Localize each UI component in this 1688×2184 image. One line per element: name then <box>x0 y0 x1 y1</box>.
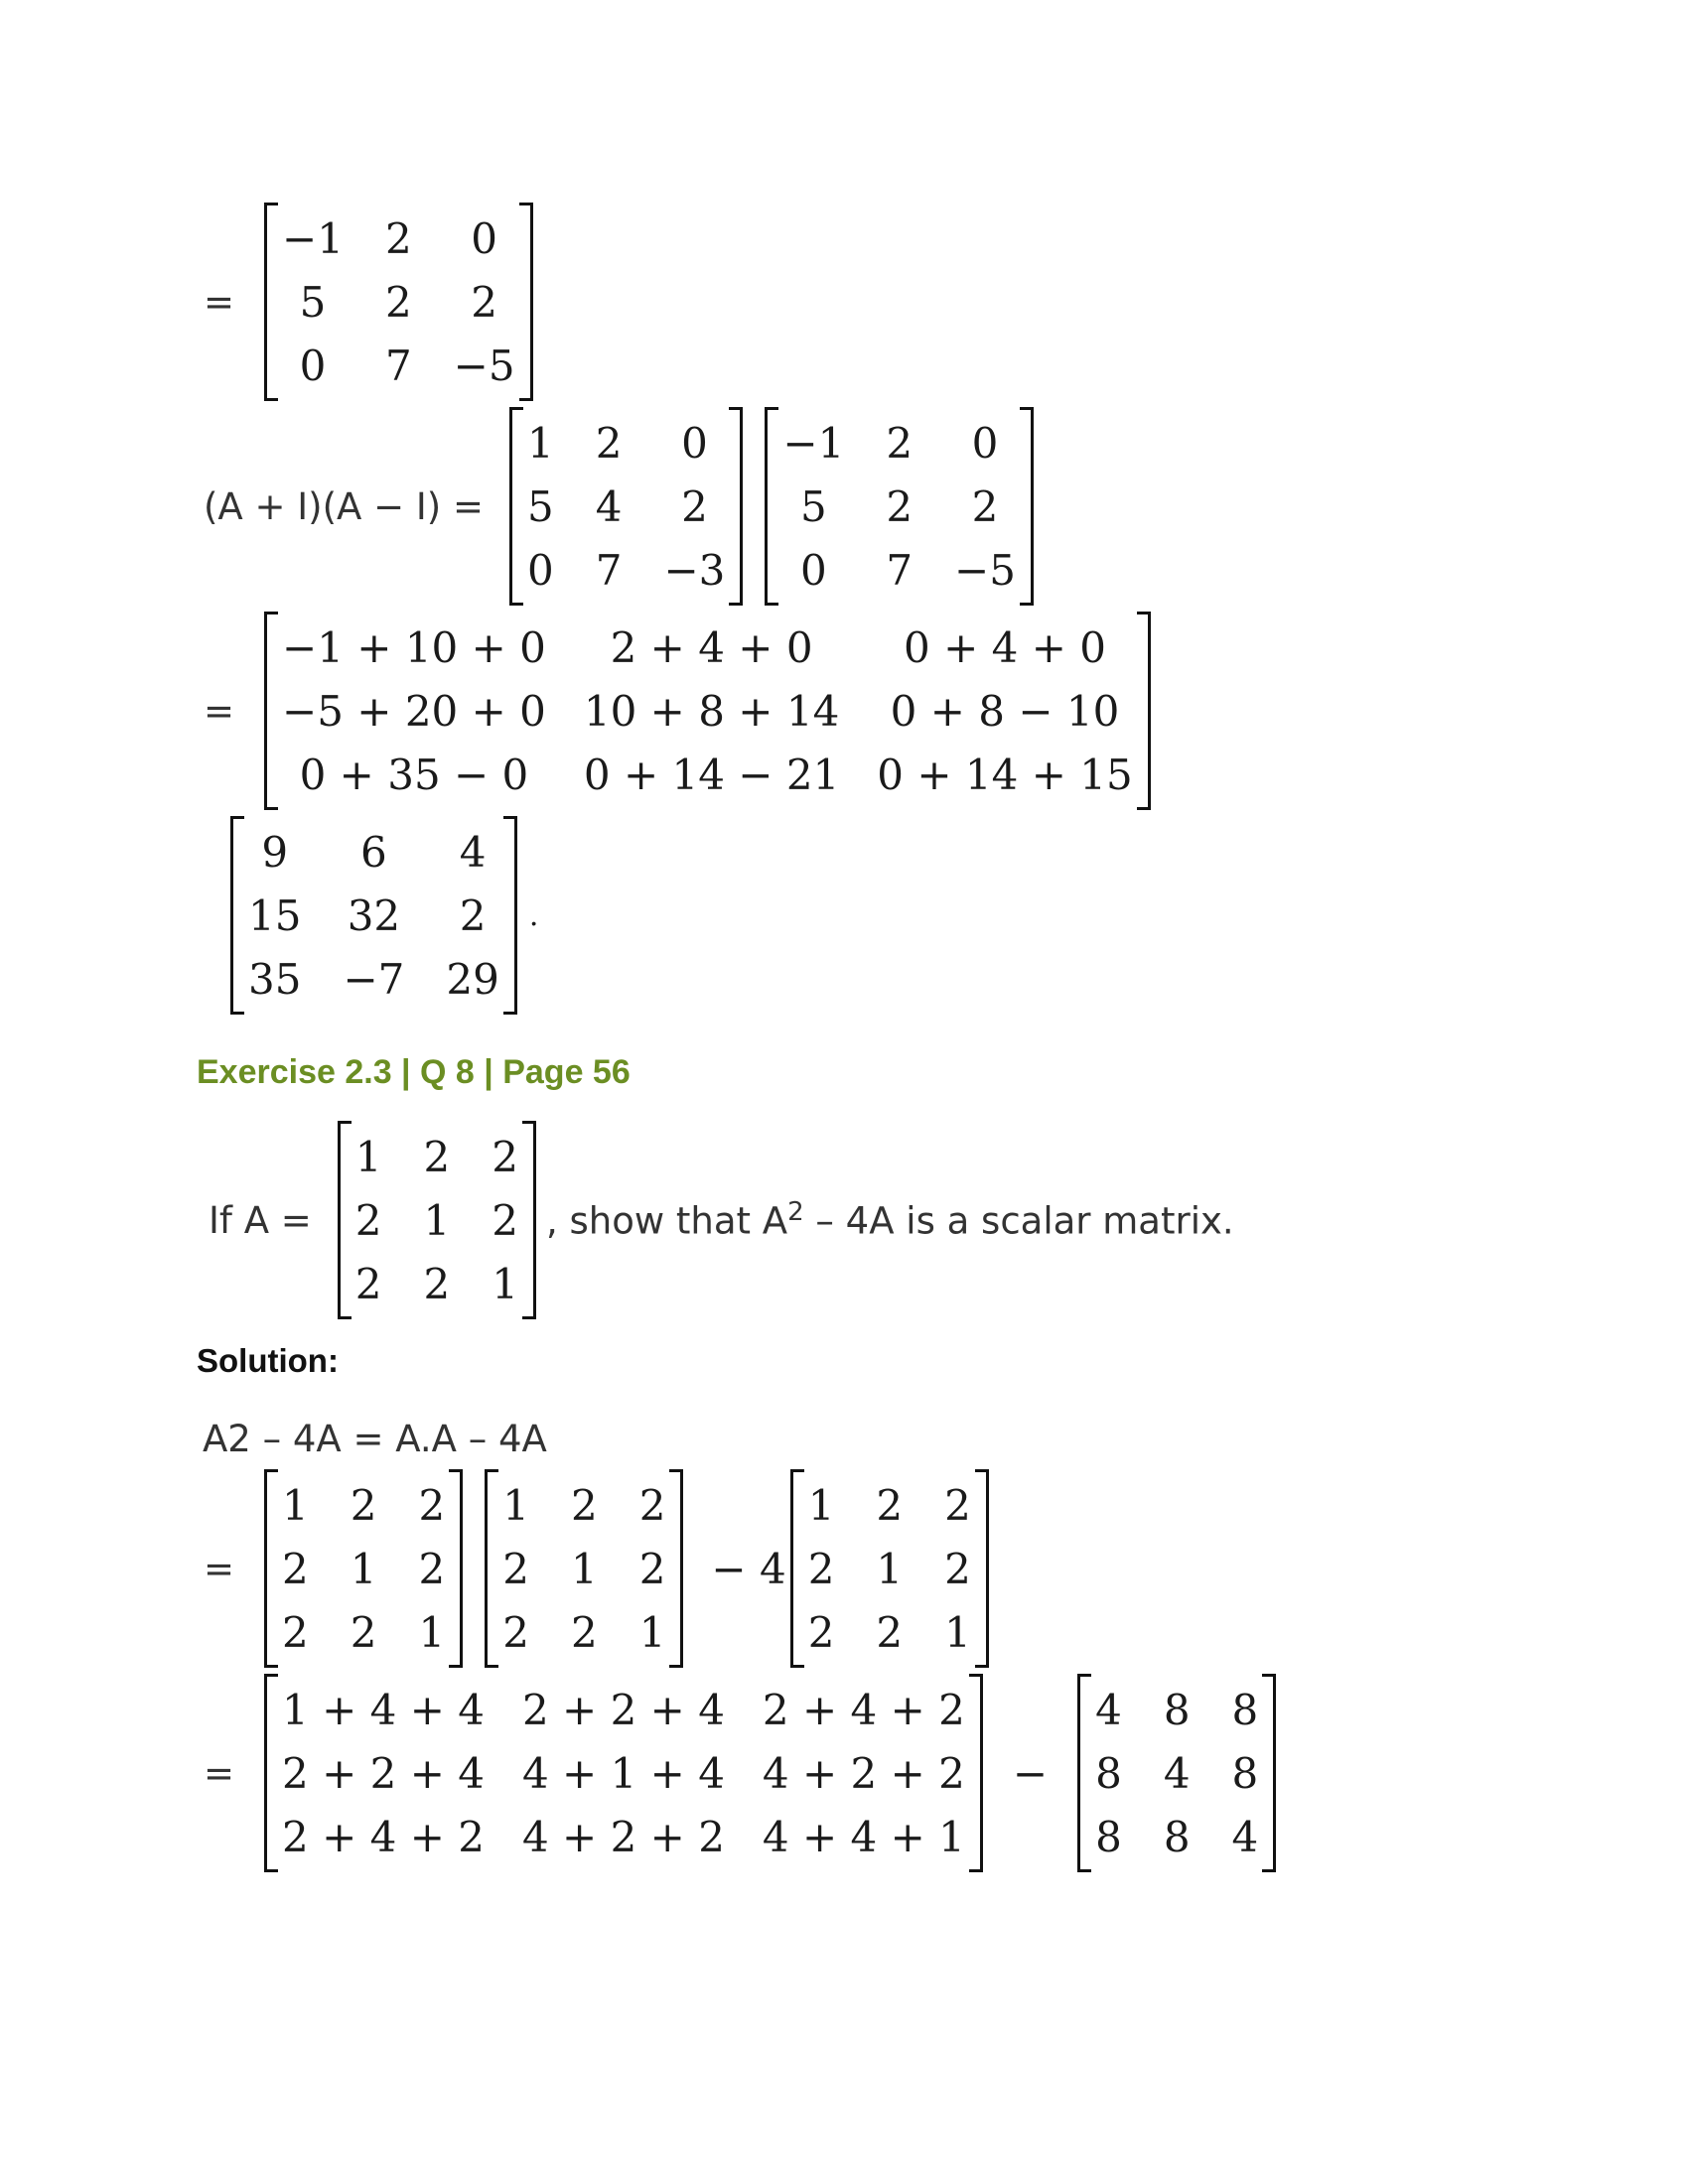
matrix-cell: 5 <box>299 277 327 327</box>
matrix-cell: −7 <box>343 954 405 1004</box>
matrix-cell: 8 <box>1163 1812 1191 1861</box>
matrix-cell: 8 <box>1231 1685 1259 1734</box>
matrix-cell: 7 <box>384 341 412 390</box>
question-text: , show that A <box>545 1199 788 1243</box>
matrix-cell: 0 <box>799 545 827 595</box>
matrix-cell: 2 <box>971 481 999 531</box>
matrix-cell: 1 <box>876 1544 904 1593</box>
matrix-cell: 2 <box>354 1195 382 1245</box>
matrix-cell: −3 <box>663 545 726 595</box>
matrix-cell: 5 <box>799 481 827 531</box>
solution-label: Solution: <box>197 1342 339 1379</box>
matrix-cell: 1 <box>354 1132 382 1181</box>
matrix-cell: 1 <box>418 1607 446 1657</box>
matrix-cell: 2 <box>886 481 914 531</box>
matrix-result <box>230 820 517 1011</box>
matrix-cell: −1 + 10 + 0 <box>282 622 546 672</box>
matrix-cell: 0 <box>527 545 554 595</box>
matrix-cell: 5 <box>527 481 554 531</box>
matrix-cell: 0 <box>971 418 999 468</box>
matrix-cell: 1 <box>807 1480 835 1530</box>
matrix-cell: 0 + 4 + 0 <box>904 622 1106 672</box>
matrix-cell: 2 <box>492 1195 518 1245</box>
matrix-cell: 2 + 4 + 0 <box>610 622 813 672</box>
matrix-a-minus-i <box>765 411 1034 602</box>
matrix-cell: 2 + 4 + 2 <box>282 1812 485 1861</box>
matrix-cell: 4 <box>595 481 623 531</box>
matrix-four-a <box>1077 1678 1276 1868</box>
matrix-cell: 4 + 2 + 2 <box>762 1748 965 1798</box>
matrix-cell: 7 <box>886 545 914 595</box>
matrix-cell: 4 <box>459 827 487 877</box>
matrix-cell: 2 <box>423 1259 451 1308</box>
question-text-end: – 4A is a scalar matrix. <box>803 1199 1234 1243</box>
question-suffix <box>546 1197 1234 1242</box>
equals-sign: = <box>204 280 235 324</box>
matrix-cell: 35 <box>248 954 302 1004</box>
solution-line: A2 – 4A = A.A – 4A <box>203 1418 547 1460</box>
matrix-cell: 15 <box>248 890 302 940</box>
matrix-a-plus-i <box>509 411 743 602</box>
matrix-cell: 0 + 35 − 0 <box>299 750 529 799</box>
matrix-cell: 2 <box>418 1544 446 1593</box>
matrix-cell: 2 <box>418 1480 446 1530</box>
matrix-cell: 2 <box>384 277 412 327</box>
matrix-cell: 2 <box>944 1480 971 1530</box>
final-matrix <box>230 820 552 1011</box>
matrix-cell: 2 <box>459 890 487 940</box>
matrix-cell: −5 + 20 + 0 <box>282 686 546 736</box>
matrix-cell: 2 <box>354 1259 382 1308</box>
matrix-cell: 2 <box>282 1544 309 1593</box>
matrix-cell: 2 <box>350 1607 377 1657</box>
matrix-cell: 8 <box>1095 1812 1122 1861</box>
matrix-cell: 2 <box>502 1544 529 1593</box>
matrix-cell: 4 <box>1231 1812 1259 1861</box>
matrix-cell: 2 <box>471 277 497 327</box>
matrix-cell: 0 <box>299 341 327 390</box>
matrix-a-third <box>790 1473 989 1664</box>
period: . <box>528 897 539 933</box>
matrix-cell: 2 <box>492 1132 518 1181</box>
matrix-cell: 1 + 4 + 4 <box>282 1685 485 1734</box>
matrix-cell: 2 <box>570 1480 598 1530</box>
matrix-cell: 1 <box>502 1480 529 1530</box>
matrix-cell: 8 <box>1095 1748 1122 1798</box>
matrix-cell: 32 <box>347 890 401 940</box>
expanded-difference <box>204 1678 1276 1868</box>
matrix-cell: −1 <box>282 213 344 263</box>
matrix-cell: 0 + 14 + 15 <box>877 750 1133 799</box>
matrix-cell: 1 <box>492 1259 518 1308</box>
matrix-a-second <box>485 1473 683 1664</box>
matrix-cell: 2 <box>384 213 412 263</box>
exponent: 2 <box>787 1197 804 1228</box>
equation-lhs: (A + I)(A − I) = <box>204 484 484 528</box>
matrix-cell: 2 <box>595 418 623 468</box>
matrix-cell: 2 <box>681 481 708 531</box>
matrix-cell: 4 + 1 + 4 <box>521 1748 725 1798</box>
matrix-cell: 2 <box>807 1544 835 1593</box>
matrix-cell: 2 + 2 + 4 <box>521 1685 725 1734</box>
matrix-cell: 0 <box>471 213 497 263</box>
matrix-cell: 4 + 4 + 1 <box>762 1812 965 1861</box>
question <box>209 1125 1234 1315</box>
matrix-cell: 2 <box>944 1544 971 1593</box>
matrix-cell: 0 <box>681 418 708 468</box>
matrix-cell: 2 + 2 + 4 <box>282 1748 485 1798</box>
matrix-cell: 6 <box>360 827 387 877</box>
matrix-cell: 0 + 14 − 21 <box>583 750 840 799</box>
matrix-cell: 4 + 2 + 2 <box>521 1812 725 1861</box>
matrix-cell: 2 <box>423 1132 451 1181</box>
matrix-cell: 8 <box>1163 1685 1191 1734</box>
matrix <box>264 206 533 397</box>
matrix-cell: 2 <box>502 1607 529 1657</box>
matrix-cell: 2 <box>282 1607 309 1657</box>
minus-sign: − <box>1012 1748 1049 1798</box>
matrix-result-1 <box>204 206 533 397</box>
minus-four: − 4 <box>711 1544 786 1593</box>
matrix-cell: 2 + 4 + 2 <box>762 1685 965 1734</box>
equals-sign: = <box>204 689 235 733</box>
matrix-cell: 7 <box>595 545 623 595</box>
matrix-cell: −5 <box>954 545 1016 595</box>
matrix-cell: 2 <box>350 1480 377 1530</box>
matrix-expanded <box>264 615 1151 806</box>
matrix-cell: 2 <box>638 1480 666 1530</box>
matrix-cell: 2 <box>570 1607 598 1657</box>
matrix-cell: 1 <box>350 1544 377 1593</box>
matrix-cell: 1 <box>944 1607 971 1657</box>
matrix-cell: 1 <box>423 1195 451 1245</box>
expression-matrices <box>204 1473 989 1664</box>
matrix-square-expanded <box>264 1678 983 1868</box>
matrix-cell: 0 + 8 − 10 <box>890 686 1120 736</box>
matrix-cell: 2 <box>876 1480 904 1530</box>
exercise-heading: Exercise 2.3 | Q 8 | Page 56 <box>197 1053 631 1091</box>
equals-sign: = <box>204 1547 235 1590</box>
equals-sign: = <box>204 1751 235 1795</box>
matrix-cell: 2 <box>886 418 914 468</box>
matrix-cell: 10 + 8 + 14 <box>583 686 840 736</box>
matrix-cell: 1 <box>638 1607 666 1657</box>
matrix-cell: 9 <box>261 827 289 877</box>
matrix-cell: 2 <box>876 1607 904 1657</box>
matrix-cell: 4 <box>1163 1748 1191 1798</box>
matrix-cell: −5 <box>453 341 515 390</box>
expanded-product <box>204 615 1151 806</box>
matrix-cell: 4 <box>1095 1685 1122 1734</box>
matrix-cell: 1 <box>570 1544 598 1593</box>
product-equation <box>204 411 1034 602</box>
matrix-cell: 2 <box>807 1607 835 1657</box>
matrix-cell: 1 <box>527 418 554 468</box>
matrix-cell: 2 <box>638 1544 666 1593</box>
matrix-a-first <box>264 1473 463 1664</box>
question-prefix: If A = <box>209 1198 312 1242</box>
matrix-cell: 8 <box>1231 1748 1259 1798</box>
matrix-a <box>338 1125 536 1315</box>
matrix-cell: 1 <box>282 1480 309 1530</box>
matrix-cell: −1 <box>782 418 845 468</box>
matrix-cell: 29 <box>446 954 499 1004</box>
